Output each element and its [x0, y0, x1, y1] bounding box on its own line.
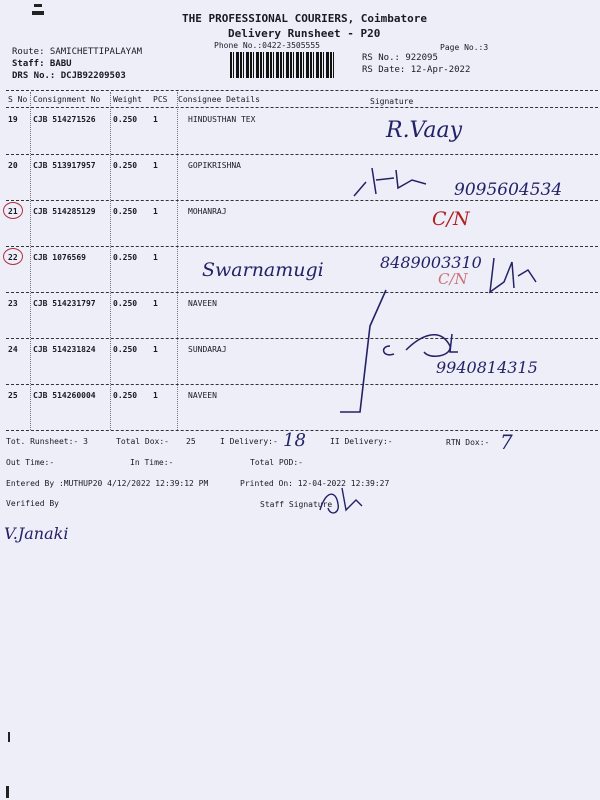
row-consignment: CJB 513917957: [33, 161, 96, 170]
handwritten-phone: 9095604534: [454, 180, 563, 200]
stray-mark: [8, 732, 10, 742]
rs-date: RS Date: 12-Apr-2022: [362, 65, 471, 75]
in-time: In Time:-: [130, 458, 174, 467]
row-sno: 19: [8, 115, 18, 124]
row-weight: 0.250: [113, 207, 138, 216]
row-divider: [6, 154, 598, 155]
row-pcs: 1: [153, 391, 158, 400]
row-consignee: MOHANRAJ: [188, 207, 227, 216]
printed-on: Printed On: 12-04-2022 12:39:27: [240, 479, 390, 488]
stray-mark: [34, 4, 42, 7]
total-dox-value: 25: [186, 437, 196, 446]
row-weight: 0.250: [113, 253, 138, 262]
row-consignee: HINDUSTHAN TEX: [188, 115, 256, 124]
row-consignee: GOPIKRISHNA: [188, 161, 241, 170]
row-divider: [6, 200, 598, 201]
verified-by: Verified By: [6, 499, 59, 508]
row-sno: 21: [8, 207, 18, 216]
ii-delivery-label: II Delivery:-: [330, 437, 393, 446]
col-consignee: Consignee Details: [178, 95, 260, 104]
handwritten-cn: C/N: [438, 270, 468, 288]
tot-runsheet: Tot. Runsheet:- 3: [6, 437, 88, 446]
row-consignment: CJB 514231824: [33, 345, 96, 354]
col-pcs: PCS: [153, 95, 168, 104]
row-consignment: CJB 514231797: [33, 299, 96, 308]
row-sno: 23: [8, 299, 18, 308]
rule: [6, 107, 598, 108]
row-weight: 0.250: [113, 115, 138, 124]
phone-number: Phone No.:0422-3505555: [214, 41, 320, 50]
handwritten-rtn-count: 7: [500, 430, 513, 454]
col-divider: [30, 92, 31, 430]
handwritten-verifier: V.Janaki: [4, 524, 69, 543]
col-divider: [177, 92, 178, 430]
rule: [6, 90, 598, 91]
row-sno: 24: [8, 345, 18, 354]
row-pcs: 1: [153, 115, 158, 124]
row-pcs: 1: [153, 207, 158, 216]
total-dox-label: Total Dox:-: [116, 437, 169, 446]
row-consignment: CJB 1076569: [33, 253, 86, 262]
company-name: THE PROFESSIONAL COURIERS, Coimbatore: [182, 12, 428, 25]
out-time: Out Time:-: [6, 458, 55, 467]
entered-by: Entered By :MUTHUP20 4/12/2022 12:39:12 PM: [6, 479, 209, 488]
staff-signature-label: Staff Signature: [260, 500, 333, 509]
row-weight: 0.250: [113, 391, 138, 400]
row-consignee: SUNDARAJ: [188, 345, 227, 354]
row-consignment: CJB 514260004: [33, 391, 96, 400]
handwritten-name: Swarnamugi: [202, 259, 324, 281]
col-signature: Signature: [370, 97, 414, 106]
col-divider: [110, 92, 111, 430]
row-sno: 22: [8, 253, 18, 262]
row-consignee: NAVEEN: [188, 391, 217, 400]
row-pcs: 1: [153, 253, 158, 262]
page-number: Page No.:3: [440, 43, 489, 52]
total-pod: Total POD:-: [250, 458, 303, 467]
handwritten-phone: 9940814315: [436, 358, 538, 377]
handwritten-delivery-count: 18: [283, 430, 306, 451]
signature-scribble: [352, 160, 432, 200]
row-sno: 25: [8, 391, 18, 400]
row-consignee: NAVEEN: [188, 299, 217, 308]
row-weight: 0.250: [113, 161, 138, 170]
i-delivery-label: I Delivery:-: [220, 437, 278, 446]
handwritten-signature: R.Vaay: [386, 118, 463, 143]
route: Route: SAMICHETTIPALAYAM: [12, 47, 143, 57]
row-pcs: 1: [153, 161, 158, 170]
row-pcs: 1: [153, 299, 158, 308]
barcode: [230, 52, 335, 78]
row-pcs: 1: [153, 345, 158, 354]
row-sno: 20: [8, 161, 18, 170]
row-weight: 0.250: [113, 299, 138, 308]
col-weight: Weight: [113, 95, 142, 104]
handwritten-cn: C/N: [432, 208, 470, 230]
stray-mark: [32, 11, 44, 15]
row-divider: [6, 246, 598, 247]
row-weight: 0.250: [113, 345, 138, 354]
col-consignment: Consignment No: [33, 95, 101, 104]
rs-number: RS No.: 922095: [362, 53, 438, 63]
rtn-dox-label: RTN Dox:-: [446, 438, 490, 447]
signature-scribble: [340, 286, 520, 426]
handwritten-phone: 8489003310: [380, 253, 482, 272]
signature-scribble: [316, 480, 366, 520]
stray-mark: [6, 786, 9, 798]
row-consignment: CJB 514271526: [33, 115, 96, 124]
sheet-title: Delivery Runsheet - P20: [228, 27, 381, 40]
col-sno: S No: [8, 95, 28, 104]
drs-number: DRS No.: DCJB92209503: [12, 71, 126, 81]
staff: Staff: BABU: [12, 59, 72, 69]
row-consignment: CJB 514285129: [33, 207, 96, 216]
